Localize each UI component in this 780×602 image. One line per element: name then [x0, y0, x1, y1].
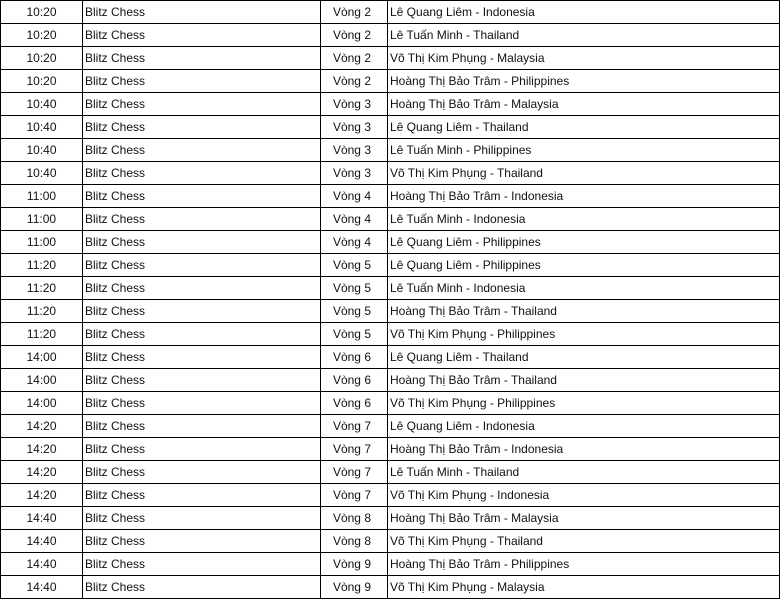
round-cell: Vòng 2	[321, 47, 388, 70]
round-cell: Vòng 5	[321, 254, 388, 277]
match-cell: Võ Thị Kim Phụng - Malaysia	[388, 47, 780, 70]
time-cell: 10:20	[1, 1, 83, 24]
table-row	[1, 231, 780, 254]
time-cell: 10:20	[1, 47, 83, 70]
event-cell: Blitz Chess	[83, 185, 321, 208]
time-cell: 11:00	[1, 231, 83, 254]
time-cell: 14:20	[1, 484, 83, 507]
time-cell: 14:40	[1, 553, 83, 576]
table-row	[1, 93, 780, 116]
event-cell: Blitz Chess	[83, 231, 321, 254]
match-cell: Hoàng Thị Bảo Trâm - Philippines	[388, 553, 780, 576]
match-cell: Võ Thị Kim Phụng - Thailand	[388, 162, 780, 185]
event-cell: Blitz Chess	[83, 47, 321, 70]
match-cell: Hoàng Thị Bảo Trâm - Malaysia	[388, 93, 780, 116]
time-cell: 10:40	[1, 162, 83, 185]
table-row	[1, 208, 780, 231]
time-cell: 14:20	[1, 415, 83, 438]
match-cell: Lê Quang Liêm - Indonesia	[388, 415, 780, 438]
event-cell: Blitz Chess	[83, 392, 321, 415]
event-cell: Blitz Chess	[83, 254, 321, 277]
match-cell: Võ Thị Kim Phụng - Malaysia	[388, 576, 780, 599]
time-cell: 11:20	[1, 277, 83, 300]
match-cell: Võ Thị Kim Phụng - Philippines	[388, 392, 780, 415]
round-cell: Vòng 5	[321, 323, 388, 346]
time-cell: 10:20	[1, 24, 83, 47]
match-cell: Lê Tuấn Minh - Indonesia	[388, 277, 780, 300]
time-cell: 11:20	[1, 300, 83, 323]
time-cell: 14:00	[1, 346, 83, 369]
time-cell: 14:40	[1, 507, 83, 530]
time-cell: 14:20	[1, 438, 83, 461]
table-row	[1, 300, 780, 323]
round-cell: Vòng 6	[321, 392, 388, 415]
time-cell: 10:40	[1, 116, 83, 139]
event-cell: Blitz Chess	[83, 484, 321, 507]
match-cell: Hoàng Thị Bảo Trâm - Indonesia	[388, 185, 780, 208]
match-cell: Lê Quang Liêm - Thailand	[388, 346, 780, 369]
event-cell: Blitz Chess	[83, 369, 321, 392]
event-cell: Blitz Chess	[83, 346, 321, 369]
match-cell: Lê Quang Liêm - Philippines	[388, 254, 780, 277]
round-cell: Vòng 3	[321, 139, 388, 162]
time-cell: 14:20	[1, 461, 83, 484]
match-cell: Lê Tuấn Minh - Thailand	[388, 24, 780, 47]
match-cell: Võ Thị Kim Phụng - Philippines	[388, 323, 780, 346]
table-row	[1, 507, 780, 530]
event-cell: Blitz Chess	[83, 415, 321, 438]
round-cell: Vòng 3	[321, 162, 388, 185]
round-cell: Vòng 9	[321, 576, 388, 599]
table-row	[1, 254, 780, 277]
time-cell: 14:00	[1, 369, 83, 392]
round-cell: Vòng 3	[321, 116, 388, 139]
event-cell: Blitz Chess	[83, 24, 321, 47]
table-row	[1, 323, 780, 346]
round-cell: Vòng 7	[321, 438, 388, 461]
event-cell: Blitz Chess	[83, 277, 321, 300]
table-row	[1, 369, 780, 392]
match-cell: Võ Thị Kim Phụng - Thailand	[388, 530, 780, 553]
round-cell: Vòng 2	[321, 70, 388, 93]
table-row	[1, 392, 780, 415]
table-row	[1, 277, 780, 300]
round-cell: Vòng 4	[321, 231, 388, 254]
match-cell: Lê Tuấn Minh - Thailand	[388, 461, 780, 484]
table-row	[1, 576, 780, 599]
time-cell: 14:40	[1, 530, 83, 553]
event-cell: Blitz Chess	[83, 530, 321, 553]
table-row	[1, 346, 780, 369]
table-row	[1, 70, 780, 93]
round-cell: Vòng 3	[321, 93, 388, 116]
event-cell: Blitz Chess	[83, 323, 321, 346]
table-row	[1, 24, 780, 47]
round-cell: Vòng 6	[321, 369, 388, 392]
table-row	[1, 484, 780, 507]
match-cell: Hoàng Thị Bảo Trâm - Thailand	[388, 369, 780, 392]
table-row	[1, 461, 780, 484]
event-cell: Blitz Chess	[83, 300, 321, 323]
round-cell: Vòng 4	[321, 185, 388, 208]
event-cell: Blitz Chess	[83, 438, 321, 461]
event-cell: Blitz Chess	[83, 93, 321, 116]
match-cell: Hoàng Thị Bảo Trâm - Indonesia	[388, 438, 780, 461]
event-cell: Blitz Chess	[83, 553, 321, 576]
round-cell: Vòng 8	[321, 507, 388, 530]
time-cell: 14:00	[1, 392, 83, 415]
table-row	[1, 185, 780, 208]
table-row	[1, 47, 780, 70]
match-cell: Hoàng Thị Bảo Trâm - Malaysia	[388, 507, 780, 530]
round-cell: Vòng 2	[321, 24, 388, 47]
match-cell: Lê Tuấn Minh - Philippines	[388, 139, 780, 162]
match-cell: Lê Quang Liêm - Philippines	[388, 231, 780, 254]
round-cell: Vòng 4	[321, 208, 388, 231]
round-cell: Vòng 7	[321, 484, 388, 507]
event-cell: Blitz Chess	[83, 116, 321, 139]
round-cell: Vòng 2	[321, 1, 388, 24]
round-cell: Vòng 5	[321, 300, 388, 323]
table-row	[1, 415, 780, 438]
round-cell: Vòng 7	[321, 461, 388, 484]
event-cell: Blitz Chess	[83, 70, 321, 93]
table-row	[1, 1, 780, 24]
event-cell: Blitz Chess	[83, 162, 321, 185]
table-row	[1, 553, 780, 576]
match-cell: Võ Thị Kim Phụng - Indonesia	[388, 484, 780, 507]
table-row	[1, 162, 780, 185]
match-cell: Hoàng Thị Bảo Trâm - Thailand	[388, 300, 780, 323]
table-row	[1, 438, 780, 461]
event-cell: Blitz Chess	[83, 208, 321, 231]
round-cell: Vòng 9	[321, 553, 388, 576]
match-cell: Lê Quang Liêm - Indonesia	[388, 1, 780, 24]
event-cell: Blitz Chess	[83, 576, 321, 599]
time-cell: 11:00	[1, 185, 83, 208]
event-cell: Blitz Chess	[83, 507, 321, 530]
round-cell: Vòng 6	[321, 346, 388, 369]
time-cell: 14:40	[1, 576, 83, 599]
table-row	[1, 116, 780, 139]
match-cell: Hoàng Thị Bảo Trâm - Philippines	[388, 70, 780, 93]
match-cell: Lê Quang Liêm - Thailand	[388, 116, 780, 139]
time-cell: 10:40	[1, 93, 83, 116]
time-cell: 11:20	[1, 254, 83, 277]
match-cell: Lê Tuấn Minh - Indonesia	[388, 208, 780, 231]
time-cell: 11:20	[1, 323, 83, 346]
round-cell: Vòng 8	[321, 530, 388, 553]
table-row	[1, 139, 780, 162]
event-cell: Blitz Chess	[83, 461, 321, 484]
schedule-body	[1, 1, 780, 599]
event-cell: Blitz Chess	[83, 139, 321, 162]
round-cell: Vòng 7	[321, 415, 388, 438]
time-cell: 11:00	[1, 208, 83, 231]
round-cell: Vòng 5	[321, 277, 388, 300]
time-cell: 10:20	[1, 70, 83, 93]
event-cell: Blitz Chess	[83, 1, 321, 24]
time-cell: 10:40	[1, 139, 83, 162]
table-row	[1, 530, 780, 553]
